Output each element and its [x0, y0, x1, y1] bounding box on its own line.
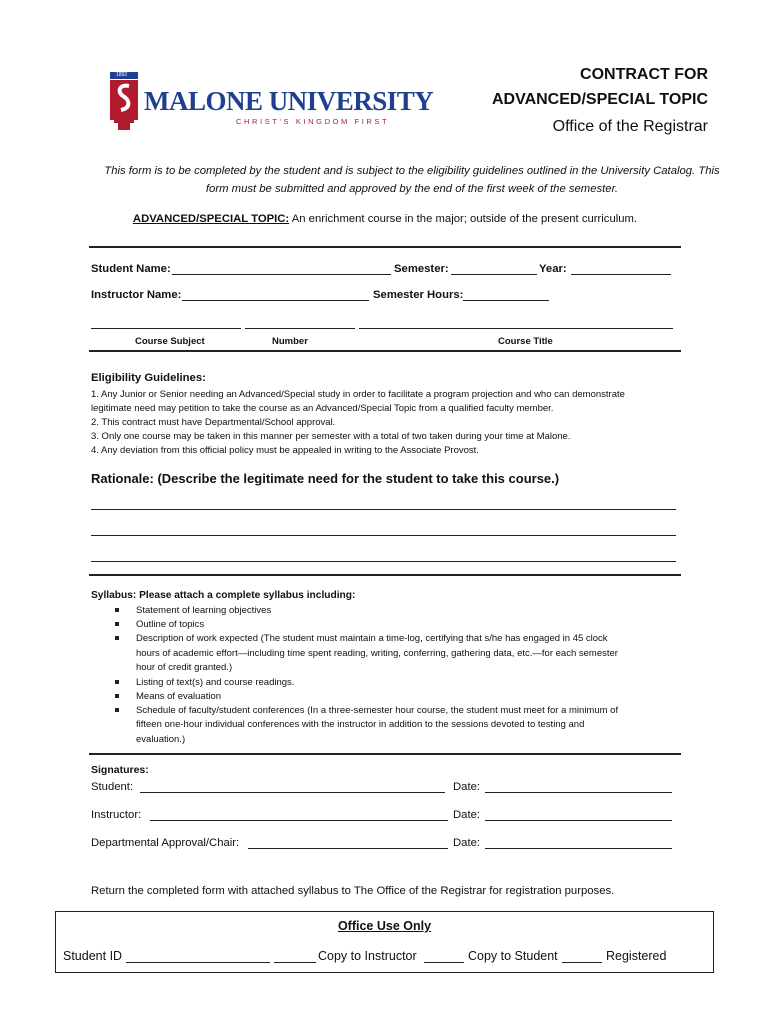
syllabus-item-cont: evaluation.) — [136, 734, 186, 745]
office-use-box — [55, 911, 714, 973]
course-title-caption: Course Title — [498, 336, 553, 347]
logo-tagline: CHRIST'S KINGDOM FIRST — [236, 117, 390, 126]
office-use-heading: Office Use Only — [337, 919, 432, 933]
bullet-icon — [115, 622, 119, 626]
logo-year: 1892 — [116, 72, 128, 78]
instructor-date-field[interactable] — [485, 820, 672, 821]
eligibility-heading: Eligibility Guidelines: — [91, 372, 206, 384]
bullet-icon — [115, 636, 119, 640]
form-subtitle: Office of the Registrar — [552, 118, 708, 135]
chair-date-field[interactable] — [485, 848, 672, 849]
course-subject-field[interactable] — [91, 328, 241, 329]
divider — [89, 246, 681, 248]
definition-term: ADVANCED/SPECIAL TOPIC: — [132, 213, 290, 225]
semester-field[interactable] — [451, 274, 537, 275]
syllabus-item-cont: hours of academic effort—including time spent reading, writing, conferring, gathering data, etc.—for each semester — [136, 648, 618, 659]
registered-label: Registered — [606, 949, 667, 963]
instructor-name-field[interactable] — [182, 300, 369, 301]
eligibility-line: 1. Any Junior or Senior needing an Advanced/Special study in order to facilitate a program projection and who can demonstrate — [91, 389, 625, 400]
rationale-heading: Rationale: (Describe the legitimate need for the student to take this course.) — [91, 471, 560, 486]
instructor-signature-field[interactable] — [150, 820, 448, 821]
copy-instructor-label: Copy to Instructor — [318, 949, 417, 963]
syllabus-item: Listing of text(s) and course readings. — [136, 677, 295, 688]
bullet-icon — [115, 708, 119, 712]
malone-crest-icon — [110, 72, 138, 130]
student-signature-field[interactable] — [140, 792, 445, 793]
rationale-line-1[interactable] — [91, 509, 676, 510]
definition — [0, 213, 770, 225]
semester-hours-field[interactable] — [463, 300, 549, 301]
student-date-label: Date: — [453, 781, 481, 793]
year-label: Year: — [539, 263, 567, 275]
syllabus-item: Statement of learning objectives — [136, 605, 272, 616]
bullet-icon — [115, 694, 119, 698]
syllabus-item: Outline of topics — [136, 619, 205, 630]
instructor-signature-label: Instructor: — [91, 809, 142, 821]
copy-student-label: Copy to Student — [468, 949, 558, 963]
definition-text: An enrichment course in the major; outside of the present curriculum. — [289, 213, 638, 225]
syllabus-item: Description of work expected (The student must maintain a time-log, certifying that s/he has engaged in 45 clock — [136, 633, 608, 644]
student-signature-label: Student: — [91, 781, 134, 793]
chair-date-label: Date: — [453, 837, 481, 849]
course-subject-caption: Course Subject — [135, 336, 205, 347]
student-name-field[interactable] — [172, 274, 391, 275]
intro-text: This form is to be completed by the student and is subject to the eligibility guidelines outlined in the University Catalog. This form must be submitted and approved by the end of the first week of the semester. — [104, 165, 720, 195]
course-number-caption: Number — [272, 336, 308, 347]
eligibility-line: 2. This contract must have Departmental/School approval. — [91, 417, 336, 428]
student-name-label: Student Name: — [91, 263, 171, 275]
divider — [89, 574, 681, 576]
semester-label: Semester: — [394, 263, 449, 275]
divider — [89, 350, 681, 352]
signatures-heading: Signatures: — [91, 764, 149, 776]
eligibility-line: 4. Any deviation from this official policy must be appealed in writing to the Associate Provost. — [91, 445, 479, 456]
return-note: Return the completed form with attached syllabus to The Office of the Registrar for registration purposes. — [91, 885, 615, 897]
syllabus-item: Schedule of faculty/student conferences (In a three-semester hour course, the student must meet for a minimum of — [136, 705, 619, 716]
student-id-label: Student ID — [63, 949, 123, 963]
copy-instructor-check[interactable] — [274, 962, 316, 963]
student-id-field[interactable] — [126, 962, 270, 963]
form-title-line1: CONTRACT FOR — [580, 66, 708, 83]
instructor-name-label: Instructor Name: — [91, 289, 182, 301]
syllabus-heading: Syllabus: Please attach a complete syllabus including: — [91, 590, 356, 601]
course-number-field[interactable] — [245, 328, 355, 329]
syllabus-item-cont: fifteen one-hour individual conferences with the instructor in addition to the sessions devoted to testing and — [136, 719, 585, 730]
bullet-icon — [115, 608, 119, 612]
chair-signature-label: Departmental Approval/Chair: — [91, 837, 240, 849]
logo-wordmark: MALONE UNIVERSITY — [144, 86, 434, 116]
university-logo — [110, 72, 434, 134]
divider — [89, 753, 681, 755]
rationale-line-2[interactable] — [91, 535, 676, 536]
year-field[interactable] — [571, 274, 671, 275]
instructor-date-label: Date: — [453, 809, 481, 821]
copy-student-check[interactable] — [424, 962, 464, 963]
registered-check[interactable] — [562, 962, 602, 963]
rationale-line-3[interactable] — [91, 561, 676, 562]
chair-signature-field[interactable] — [248, 848, 448, 849]
student-date-field[interactable] — [485, 792, 672, 793]
eligibility-line: 3. Only one course may be taken in this manner per semester with a total of two taken during your time at Malone. — [91, 431, 571, 442]
bullet-icon — [115, 680, 119, 684]
form-title-line2: ADVANCED/SPECIAL TOPIC — [491, 91, 708, 108]
syllabus-item-cont: hour of credit granted.) — [136, 662, 233, 673]
eligibility-line: legitimate need may petition to take the course as an Advanced/Special Topic from a qualified faculty member. — [91, 403, 554, 414]
semester-hours-label: Semester Hours: — [373, 289, 464, 301]
course-title-field[interactable] — [359, 328, 673, 329]
syllabus-item: Means of evaluation — [136, 691, 222, 702]
